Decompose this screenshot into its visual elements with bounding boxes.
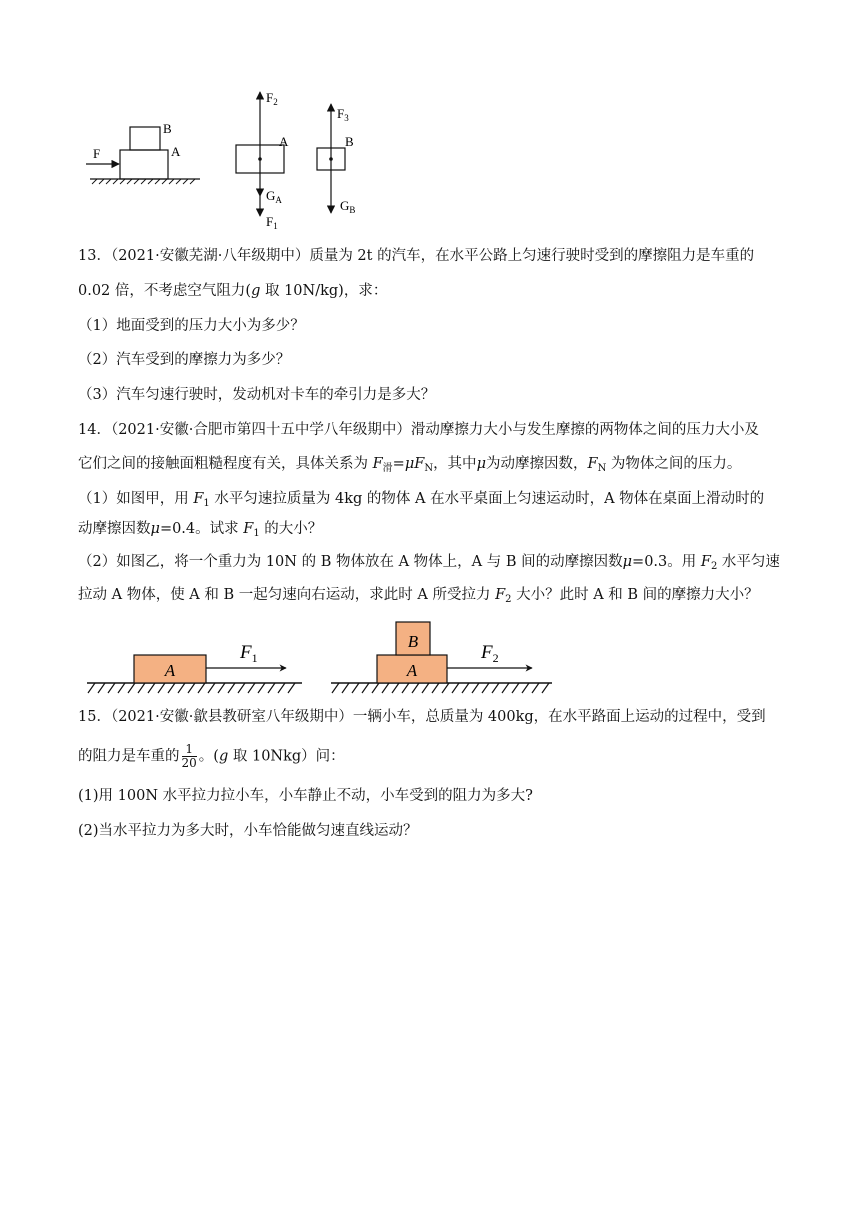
q14-line2: 它们之间的接触面粗糙程度有关，具体关系为 $F_滑=\mu F_N$，其中μ为动摩擦因数，$F_N$ 为物体之间的压力。 xyxy=(78,456,742,474)
svg-text:B: B xyxy=(407,632,419,651)
svg-text:A: A xyxy=(164,661,176,680)
free-body-diagram-b xyxy=(317,104,355,215)
friction-blocks-figure xyxy=(0,615,860,705)
figure-jia xyxy=(87,642,302,693)
q14-sub1-line1: （1）如图甲，用 $F_1$ 水平匀速拉质量为 4kg 的物体 A 在水平桌面上匀速运动时，A 物体在桌面上滑动时的 xyxy=(78,491,765,509)
q13-sub1: （1）地面受到的压力大小为多少？ xyxy=(78,318,305,334)
stacked-blocks-diagram xyxy=(86,121,200,184)
svg-text:F2: $F_2$ xyxy=(266,90,278,107)
svg-text:F3: $F_3$ xyxy=(337,106,349,123)
svg-text:F1: $F_1$ xyxy=(240,642,258,665)
q14-sub1-line2: 动摩擦因数μ=0.4。试求 $F_1$ 的大小？ xyxy=(78,521,323,539)
label-a: A xyxy=(171,144,181,159)
svg-text:GB: $G_B$ xyxy=(340,198,356,215)
svg-text:GA: $G_A$ xyxy=(266,188,282,205)
figure-yi xyxy=(331,622,552,693)
block-a xyxy=(120,150,168,179)
svg-text:A: A xyxy=(279,134,289,149)
q15-line2: 的阻力是车重的 $\frac{1}{20}$ 。(g 取 10Nkg）问： xyxy=(78,742,345,770)
q13-line1: 13．（2021·安徽芜湖·八年级期中）质量为 2t 的汽车，在水平公路上匀速行驶时受到的摩擦阻力是车重的 xyxy=(78,248,755,264)
q15-line1: 15．（2021·安徽·歙县教研室八年级期中）一辆小车，总质量为 400kg，在水平路面上运动的过程中，受到 xyxy=(78,709,766,725)
q14-sub2-line2: 拉动 A 物体，使 A 和 B 一起匀速向右运动，求此时 A 所受拉力 $F_2$ 大小？此时 A 和 B 间的摩擦力大小？ xyxy=(78,587,759,605)
q15-sub1: (1)用 100N 水平拉力拉小车，小车静止不动，小车受到的阻力为多大? xyxy=(78,788,533,804)
q13-sub2: （2）汽车受到的摩擦力为多少？ xyxy=(78,352,291,368)
q14-line1: 14．（2021·安徽·合肥市第四十五中学八年级期中）滑动摩擦力大小与发生摩擦的两物体之间的压力大小及 xyxy=(78,422,759,438)
label-b: B xyxy=(163,121,172,136)
svg-text:F2: $F_2$ xyxy=(481,642,499,665)
svg-text:F1: $F_1$ xyxy=(266,214,278,231)
q13-sub3: （3）汽车匀速行驶时，发动机对卡车的牵引力是多大？ xyxy=(78,387,436,403)
q15-sub2: (2)当水平拉力为多大时，小车恰能做匀速直线运动？ xyxy=(78,823,418,839)
label-f: F xyxy=(93,146,101,161)
q14-sub2-line1: （2）如图乙，将一个重力为 10N 的 B 物体放在 A 物体上，A 与 B 间的动摩擦因数μ=0.3。用 $F_2$ 水平匀速 xyxy=(78,554,780,572)
free-body-diagram-a xyxy=(236,90,289,231)
svg-text:A: A xyxy=(406,661,418,680)
svg-text:B: B xyxy=(345,134,354,149)
force-diagram-figure xyxy=(0,0,860,240)
q13-line2: 0.02 倍，不考虑空气阻力(g 取 10N/kg)，求： xyxy=(78,283,388,299)
fraction-one-twentieth: $\frac{1}{20}$ xyxy=(181,742,197,770)
block-b xyxy=(130,127,160,150)
